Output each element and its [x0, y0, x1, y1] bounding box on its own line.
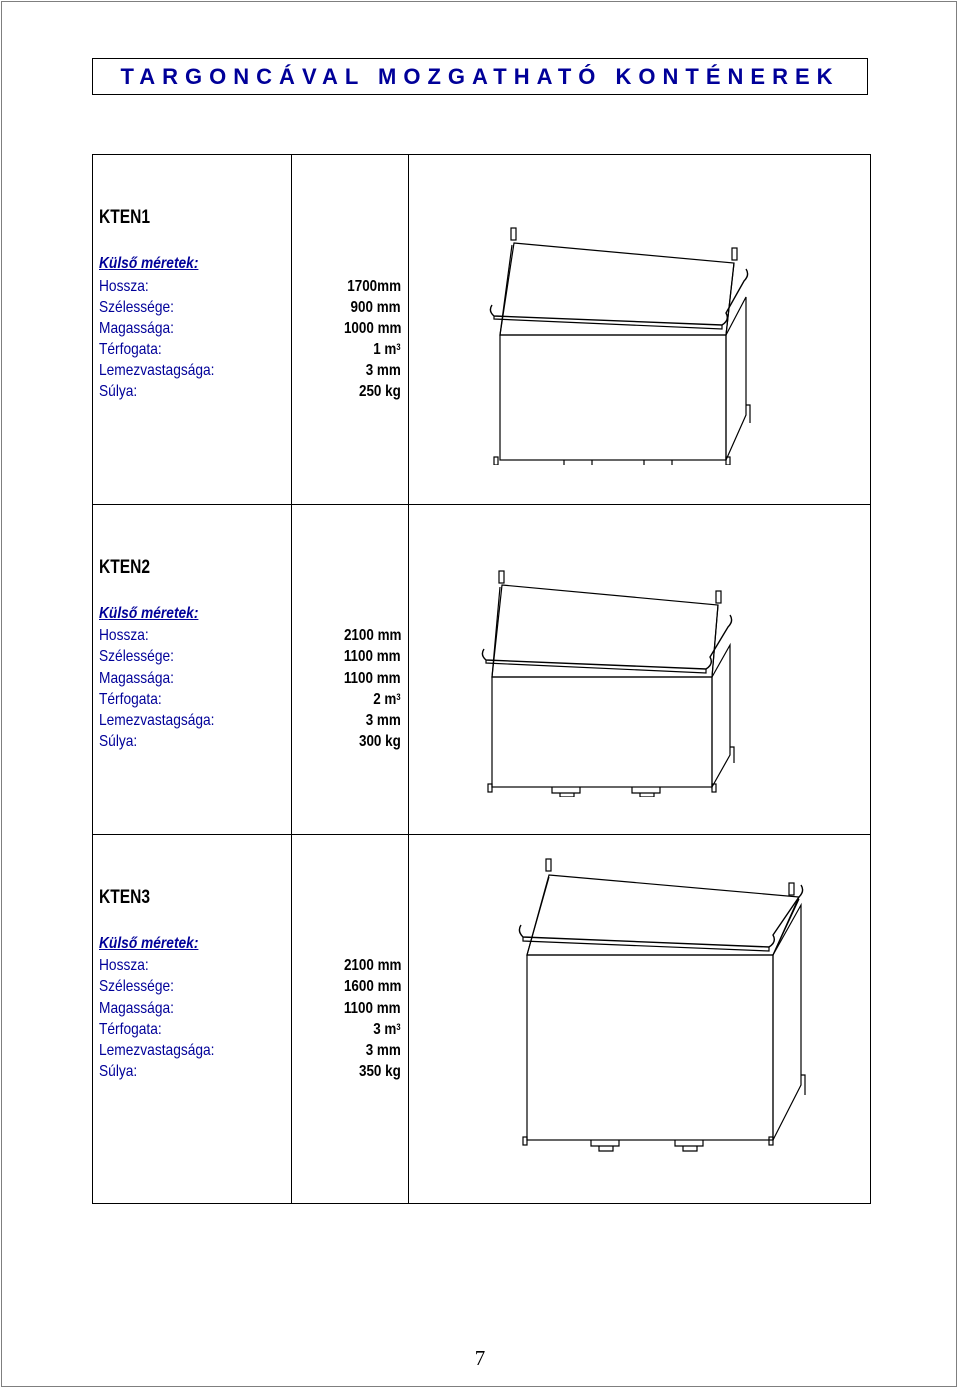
container-side-panel: [712, 645, 730, 787]
volume-value: 2 $m^3$: [373, 691, 401, 708]
weight-value: 300 kg: [359, 733, 401, 750]
page-number: 7: [474, 1346, 486, 1370]
model-name: KTEN2: [99, 557, 151, 578]
length-label: Hossza:: [99, 627, 149, 644]
container-side-panel: [773, 905, 801, 1140]
labels-cell: [93, 505, 292, 835]
sheet-thickness-value: 3 mm: [365, 712, 401, 729]
height-value: 1100 mm: [344, 1000, 401, 1017]
container-front-panel: [500, 335, 726, 460]
product-row-kten3: [93, 835, 871, 1204]
image-cell: [409, 835, 871, 1204]
width-value: 1100 mm: [344, 648, 401, 665]
sheet-thickness-label: Lemezvastagsága:: [99, 1042, 215, 1059]
container-front-panel: [527, 955, 773, 1140]
volume-label: Térfogata:: [99, 341, 162, 358]
width-value: 1600 mm: [343, 978, 401, 995]
image-cell: [409, 505, 871, 835]
height-label: Magassága:: [99, 320, 174, 337]
model-name: KTEN1: [99, 207, 151, 228]
container-kten3-drawing: [499, 855, 819, 1155]
image-cell: [409, 155, 871, 505]
height-label: Magassága:: [99, 1000, 174, 1017]
product-row-kten1: [93, 155, 871, 505]
product-row-kten2: [93, 505, 871, 835]
weight-label: Súlya:: [99, 383, 138, 400]
width-label: Szélessége:: [99, 299, 174, 316]
sheet-thickness-label: Lemezvastagsága:: [99, 362, 215, 379]
labels-cell: [93, 835, 292, 1204]
values-cell: [292, 835, 409, 1204]
labels-cell: [93, 155, 292, 505]
length-value: 2100 mm: [343, 627, 401, 644]
sheet-thickness-label: Lemezvastagsága:: [99, 712, 215, 729]
sheet-thickness-value: 3 mm: [365, 362, 401, 379]
model-name: KTEN3: [99, 887, 151, 908]
weight-label: Súlya:: [99, 1063, 138, 1080]
length-label: Hossza:: [99, 278, 149, 295]
container-side-panel: [726, 297, 746, 460]
values-cell: [292, 505, 409, 835]
weight-label: Súlya:: [99, 733, 138, 750]
volume-label: Térfogata:: [99, 1021, 162, 1038]
container-inner-wall: [492, 585, 718, 677]
volume-label: Térfogata:: [99, 691, 162, 708]
width-label: Szélessége:: [99, 978, 174, 995]
width-label: Szélessége:: [99, 648, 174, 665]
length-value: 2100 mm: [343, 957, 401, 974]
volume-value: 1 $m^3$: [373, 341, 401, 358]
values-cell: [292, 155, 409, 505]
page-title: TARGONCÁVAL MOZGATHATÓ KONTÉNEREK: [120, 63, 840, 89]
length-label: Hossza:: [99, 957, 149, 974]
volume-value: 3 $m^3$: [373, 1021, 401, 1038]
width-value: 900 mm: [350, 299, 401, 316]
height-value: 1100 mm: [344, 670, 401, 687]
weight-value: 350 kg: [359, 1063, 401, 1080]
product-table: [92, 154, 871, 1204]
length-value: 1700mm: [347, 278, 401, 295]
dimensions-heading: Külső méretek:: [99, 605, 199, 622]
container-kten1-drawing: [464, 215, 764, 465]
height-label: Magassága:: [99, 670, 174, 687]
page-title-bar: [92, 58, 868, 95]
container-kten2-drawing: [464, 567, 764, 797]
height-value: 1000 mm: [343, 320, 401, 337]
container-front-panel: [492, 677, 712, 787]
dimensions-heading: Külső méretek:: [99, 255, 199, 272]
sheet-thickness-value: 3 mm: [365, 1042, 401, 1059]
dimensions-heading: Külső méretek:: [99, 935, 199, 952]
weight-value: 250 kg: [359, 383, 401, 400]
